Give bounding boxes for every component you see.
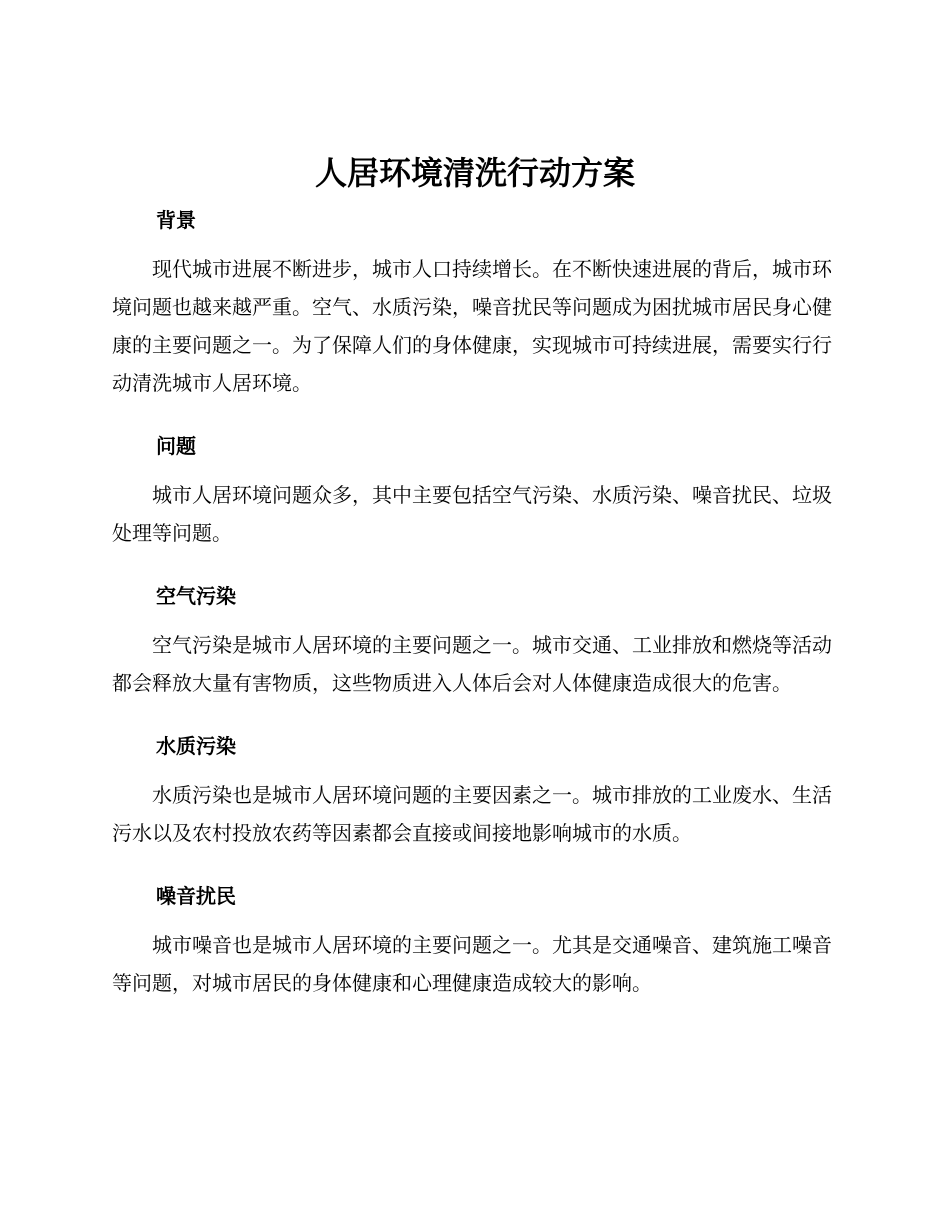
document-body (112, 201, 832, 1002)
section-heading: 问题 (156, 434, 196, 458)
section-heading: 噪音扰民 (156, 884, 236, 908)
section-air-pollution (112, 577, 832, 727)
section-background (112, 201, 832, 427)
document-title: 人居环境清洗行动方案 (314, 154, 635, 192)
section-paragraph: 水质污染也是城市人居环境问题的主要因素之一。城市排放的工业废水、生活污水以及农村投放农药等因素都会直接或间接地影响城市的水质。 (112, 783, 832, 845)
section-heading: 背景 (156, 208, 196, 232)
section-paragraph: 空气污染是城市人居环境的主要问题之一。城市交通、工业排放和燃烧等活动都会释放大量有害物质，这些物质进入人体后会对人体健康造成很大的危害。 (112, 633, 832, 695)
section-heading: 水质污染 (156, 734, 236, 758)
section-noise (112, 877, 832, 1002)
section-heading: 空气污染 (156, 584, 236, 608)
section-paragraph: 城市噪音也是城市人居环境的主要问题之一。尤其是交通噪音、建筑施工噪音等问题，对城市居民的身体健康和心理健康造成较大的影响。 (112, 933, 832, 995)
section-problems (112, 427, 832, 577)
section-paragraph: 现代城市进展不断进步，城市人口持续增长。在不断快速进展的背后，城市环境问题也越来越严重。空气、水质污染，噪音扰民等问题成为困扰城市居民身心健康的主要问题之一。为了保障人们的身体健康，实现城市可持续进展，需要实行行动清洗城市人居环境。 (112, 257, 832, 395)
section-water-pollution (112, 727, 832, 877)
section-paragraph: 城市人居环境问题众多，其中主要包括空气污染、水质污染、噪音扰民、垃圾处理等问题。 (112, 483, 832, 545)
